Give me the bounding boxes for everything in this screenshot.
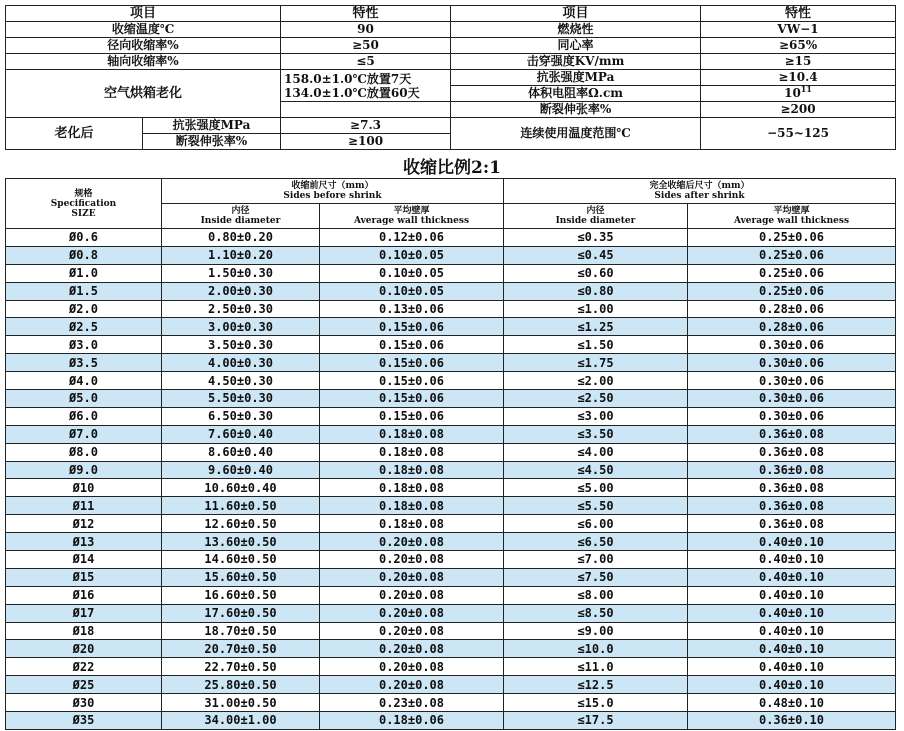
header-property-left: 特性 bbox=[281, 6, 451, 22]
after-id-cell: ≤6.50 bbox=[504, 533, 688, 551]
before-wall-cell: 0.20±0.08 bbox=[320, 551, 504, 569]
property-label: 断裂伸张率% bbox=[451, 102, 701, 118]
before-id-cell: 10.60±0.40 bbox=[162, 479, 320, 497]
header-item-left: 项目 bbox=[6, 6, 281, 22]
after-id-cell: ≤7.00 bbox=[504, 551, 688, 569]
before-wall-cell: 0.18±0.08 bbox=[320, 479, 504, 497]
id-en: Inside diameter bbox=[200, 216, 281, 226]
empty-cell bbox=[281, 102, 451, 118]
after-wall-cell: 0.40±0.10 bbox=[688, 622, 896, 640]
table-row bbox=[6, 443, 896, 461]
after-id-cell: ≤9.00 bbox=[504, 622, 688, 640]
after-wall-cell: 0.40±0.10 bbox=[688, 568, 896, 586]
before-id-cell: 5.50±0.30 bbox=[162, 390, 320, 408]
size-cell: Ø1.0 bbox=[6, 264, 162, 282]
table-row bbox=[6, 246, 896, 264]
before-wall-cell: 0.15±0.06 bbox=[320, 336, 504, 354]
before-id-cell: 7.60±0.40 bbox=[162, 425, 320, 443]
after-id-cell: ≤6.00 bbox=[504, 515, 688, 533]
property-value: −55~125 bbox=[701, 118, 896, 150]
table-row bbox=[6, 568, 896, 586]
before-id-cell: 16.60±0.50 bbox=[162, 586, 320, 604]
before-wall-cell: 0.15±0.06 bbox=[320, 318, 504, 336]
after-wall-cell: 0.36±0.08 bbox=[688, 461, 896, 479]
header-property-right: 特性 bbox=[701, 6, 896, 22]
size-cell: Ø11 bbox=[6, 497, 162, 515]
size-cell: Ø25 bbox=[6, 676, 162, 694]
after-wall-cell: 0.40±0.10 bbox=[688, 551, 896, 569]
size-cell: Ø22 bbox=[6, 658, 162, 676]
before-wall-cell: 0.18±0.08 bbox=[320, 515, 504, 533]
after-id-cell: ≤11.0 bbox=[504, 658, 688, 676]
properties-table bbox=[5, 5, 896, 150]
after-id-cell: ≤1.25 bbox=[504, 318, 688, 336]
property-value: ≤5 bbox=[281, 54, 451, 70]
oven-aging-conditions bbox=[281, 70, 451, 102]
before-id-cell: 2.50±0.30 bbox=[162, 300, 320, 318]
spec-header-row bbox=[6, 179, 896, 204]
before-wall-cell: 0.20±0.08 bbox=[320, 533, 504, 551]
size-cell: Ø1.5 bbox=[6, 282, 162, 300]
table-row bbox=[6, 300, 896, 318]
before-wall-cell: 0.20±0.08 bbox=[320, 622, 504, 640]
property-label: 径向收缩率% bbox=[6, 38, 281, 54]
size-cell: Ø14 bbox=[6, 551, 162, 569]
after-id-cell: ≤8.50 bbox=[504, 604, 688, 622]
properties-row bbox=[6, 118, 896, 134]
before-wall-header bbox=[320, 204, 504, 229]
properties-row bbox=[6, 38, 896, 54]
property-value: ≥65% bbox=[701, 38, 896, 54]
after-wall-cell: 0.36±0.08 bbox=[688, 443, 896, 461]
wall-cn: 平均壁厚 bbox=[393, 206, 430, 216]
after-wall-cell: 0.40±0.10 bbox=[688, 640, 896, 658]
before-wall-cell: 0.15±0.06 bbox=[320, 407, 504, 425]
before-wall-cell: 0.18±0.06 bbox=[320, 712, 504, 730]
before-wall-cell: 0.15±0.06 bbox=[320, 372, 504, 390]
resistivity-exponent: 11 bbox=[800, 85, 812, 94]
after-wall-cell: 0.28±0.06 bbox=[688, 318, 896, 336]
property-label: 连续使用温度范围℃ bbox=[451, 118, 701, 150]
size-cell: Ø8.0 bbox=[6, 443, 162, 461]
size-cell: Ø17 bbox=[6, 604, 162, 622]
before-id-cell: 34.00±1.00 bbox=[162, 712, 320, 730]
before-wall-cell: 0.15±0.06 bbox=[320, 354, 504, 372]
before-id-cell: 31.00±0.50 bbox=[162, 694, 320, 712]
after-wall-cell: 0.36±0.10 bbox=[688, 712, 896, 730]
before-id-cell: 1.10±0.20 bbox=[162, 246, 320, 264]
table-row bbox=[6, 264, 896, 282]
after-id-cell: ≤4.00 bbox=[504, 443, 688, 461]
after-wall-cell: 0.25±0.06 bbox=[688, 246, 896, 264]
size-cell: Ø10 bbox=[6, 479, 162, 497]
after-shrink-en: Sides after shrink bbox=[654, 191, 745, 201]
table-row bbox=[6, 586, 896, 604]
after-aging-label: 老化后 bbox=[6, 118, 143, 150]
after-id-cell: ≤0.45 bbox=[504, 246, 688, 264]
after-wall-cell: 0.30±0.06 bbox=[688, 336, 896, 354]
table-row bbox=[6, 515, 896, 533]
after-id-cell: ≤7.50 bbox=[504, 568, 688, 586]
table-row bbox=[6, 390, 896, 408]
after-id-cell: ≤10.0 bbox=[504, 640, 688, 658]
after-id-cell: ≤0.80 bbox=[504, 282, 688, 300]
size-cell: Ø16 bbox=[6, 586, 162, 604]
before-id-cell: 13.60±0.50 bbox=[162, 533, 320, 551]
property-value: ≥7.3 bbox=[281, 118, 451, 134]
property-label: 收缩温度℃ bbox=[6, 22, 281, 38]
before-id-cell: 9.60±0.40 bbox=[162, 461, 320, 479]
before-wall-cell: 0.13±0.06 bbox=[320, 300, 504, 318]
before-wall-cell: 0.18±0.08 bbox=[320, 461, 504, 479]
before-wall-cell: 0.23±0.08 bbox=[320, 694, 504, 712]
after-wall-cell: 0.25±0.06 bbox=[688, 282, 896, 300]
size-cell: Ø12 bbox=[6, 515, 162, 533]
before-wall-cell: 0.20±0.08 bbox=[320, 676, 504, 694]
size-cell: Ø4.0 bbox=[6, 372, 162, 390]
property-label: 击穿强度KV/mm bbox=[451, 54, 701, 70]
property-value-volume-resistivity bbox=[701, 86, 896, 102]
table-row bbox=[6, 676, 896, 694]
before-id-cell: 2.00±0.30 bbox=[162, 282, 320, 300]
before-id-cell: 18.70±0.50 bbox=[162, 622, 320, 640]
before-wall-cell: 0.15±0.06 bbox=[320, 390, 504, 408]
table-row bbox=[6, 551, 896, 569]
before-id-cell: 4.50±0.30 bbox=[162, 372, 320, 390]
spec-size-header bbox=[6, 179, 162, 229]
oven-aging-line2: 134.0±1.0℃放置60天 bbox=[284, 85, 420, 100]
header-item-right: 项目 bbox=[451, 6, 701, 22]
after-wall-cell: 0.36±0.08 bbox=[688, 497, 896, 515]
after-wall-cell: 0.30±0.06 bbox=[688, 390, 896, 408]
size-cell: Ø9.0 bbox=[6, 461, 162, 479]
wall-en: Average wall thickness bbox=[733, 216, 850, 226]
spec-size-cn: 规格 bbox=[74, 188, 93, 199]
property-value: ≥50 bbox=[281, 38, 451, 54]
property-label: 轴向收缩率% bbox=[6, 54, 281, 70]
oven-aging-line1: 158.0±1.0℃放置7天 bbox=[284, 71, 412, 86]
after-id-cell: ≤1.75 bbox=[504, 354, 688, 372]
before-id-cell: 22.70±0.50 bbox=[162, 658, 320, 676]
after-wall-cell: 0.25±0.06 bbox=[688, 229, 896, 247]
after-id-header bbox=[504, 204, 688, 229]
before-wall-cell: 0.20±0.08 bbox=[320, 658, 504, 676]
property-value: ≥15 bbox=[701, 54, 896, 70]
table-row bbox=[6, 604, 896, 622]
wall-cn: 平均壁厚 bbox=[773, 206, 810, 216]
after-id-cell: ≤1.50 bbox=[504, 336, 688, 354]
before-wall-cell: 0.12±0.06 bbox=[320, 229, 504, 247]
table-row bbox=[6, 640, 896, 658]
property-label: 断裂伸张率% bbox=[143, 134, 281, 150]
after-id-cell: ≤15.0 bbox=[504, 694, 688, 712]
size-cell: Ø3.5 bbox=[6, 354, 162, 372]
before-shrink-header bbox=[162, 179, 504, 204]
before-wall-cell: 0.20±0.08 bbox=[320, 604, 504, 622]
table-row bbox=[6, 229, 896, 247]
before-id-cell: 25.80±0.50 bbox=[162, 676, 320, 694]
before-id-cell: 4.00±0.30 bbox=[162, 354, 320, 372]
size-cell: Ø2.5 bbox=[6, 318, 162, 336]
property-label: 同心率 bbox=[451, 38, 701, 54]
wall-en: Average wall thickness bbox=[353, 216, 470, 226]
shrink-ratio-title: 收缩比例2:1 bbox=[403, 158, 501, 178]
table-row bbox=[6, 461, 896, 479]
before-id-cell: 20.70±0.50 bbox=[162, 640, 320, 658]
table-row bbox=[6, 497, 896, 515]
after-id-cell: ≤2.50 bbox=[504, 390, 688, 408]
property-value: VW−1 bbox=[701, 22, 896, 38]
before-id-cell: 0.80±0.20 bbox=[162, 229, 320, 247]
before-wall-cell: 0.20±0.08 bbox=[320, 568, 504, 586]
before-wall-cell: 0.18±0.08 bbox=[320, 425, 504, 443]
table-row bbox=[6, 407, 896, 425]
property-value: 90 bbox=[281, 22, 451, 38]
after-wall-cell: 0.36±0.08 bbox=[688, 479, 896, 497]
after-wall-cell: 0.25±0.06 bbox=[688, 264, 896, 282]
table-row bbox=[6, 658, 896, 676]
table-row bbox=[6, 694, 896, 712]
before-wall-cell: 0.20±0.08 bbox=[320, 586, 504, 604]
table-row bbox=[6, 282, 896, 300]
properties-row bbox=[6, 22, 896, 38]
size-cell: Ø30 bbox=[6, 694, 162, 712]
spec-size-en2: SIZE bbox=[71, 208, 96, 219]
after-id-cell: ≤8.00 bbox=[504, 586, 688, 604]
before-wall-cell: 0.10±0.05 bbox=[320, 282, 504, 300]
before-wall-cell: 0.20±0.08 bbox=[320, 640, 504, 658]
before-id-cell: 3.00±0.30 bbox=[162, 318, 320, 336]
size-cell: Ø13 bbox=[6, 533, 162, 551]
before-wall-cell: 0.18±0.08 bbox=[320, 443, 504, 461]
property-label: 抗张强度MPa bbox=[143, 118, 281, 134]
after-id-cell: ≤17.5 bbox=[504, 712, 688, 730]
property-label: 体积电阻率Ω.cm bbox=[451, 86, 701, 102]
resistivity-base: 10 bbox=[784, 86, 801, 100]
after-wall-cell: 0.28±0.06 bbox=[688, 300, 896, 318]
properties-row bbox=[6, 54, 896, 70]
before-wall-cell: 0.10±0.05 bbox=[320, 246, 504, 264]
after-wall-cell: 0.30±0.06 bbox=[688, 372, 896, 390]
after-wall-cell: 0.40±0.10 bbox=[688, 533, 896, 551]
after-id-cell: ≤2.00 bbox=[504, 372, 688, 390]
id-cn: 内径 bbox=[586, 206, 605, 216]
before-wall-cell: 0.18±0.08 bbox=[320, 497, 504, 515]
before-id-cell: 1.50±0.30 bbox=[162, 264, 320, 282]
before-shrink-cn: 收缩前尺寸（mm） bbox=[291, 181, 374, 191]
before-id-cell: 12.60±0.50 bbox=[162, 515, 320, 533]
table-row bbox=[6, 425, 896, 443]
size-cell: Ø2.0 bbox=[6, 300, 162, 318]
after-wall-cell: 0.40±0.10 bbox=[688, 586, 896, 604]
after-wall-cell: 0.36±0.08 bbox=[688, 425, 896, 443]
spec-size-en1: Specification bbox=[50, 198, 117, 209]
before-id-cell: 17.60±0.50 bbox=[162, 604, 320, 622]
after-wall-cell: 0.40±0.10 bbox=[688, 604, 896, 622]
after-id-cell: ≤12.5 bbox=[504, 676, 688, 694]
size-cell: Ø18 bbox=[6, 622, 162, 640]
before-wall-cell: 0.10±0.05 bbox=[320, 264, 504, 282]
size-cell: Ø7.0 bbox=[6, 425, 162, 443]
after-id-cell: ≤5.50 bbox=[504, 497, 688, 515]
id-en: Inside diameter bbox=[555, 216, 636, 226]
after-id-cell: ≤1.00 bbox=[504, 300, 688, 318]
property-label: 抗张强度MPa bbox=[451, 70, 701, 86]
after-id-cell: ≤5.00 bbox=[504, 479, 688, 497]
after-wall-cell: 0.36±0.08 bbox=[688, 515, 896, 533]
table-row bbox=[6, 533, 896, 551]
table-row bbox=[6, 712, 896, 730]
after-shrink-cn: 完全收缩后尺寸（mm） bbox=[649, 181, 750, 191]
after-wall-header bbox=[688, 204, 896, 229]
before-id-cell: 11.60±0.50 bbox=[162, 497, 320, 515]
after-id-cell: ≤3.00 bbox=[504, 407, 688, 425]
after-id-cell: ≤4.50 bbox=[504, 461, 688, 479]
after-wall-cell: 0.40±0.10 bbox=[688, 658, 896, 676]
size-cell: Ø0.6 bbox=[6, 229, 162, 247]
table-row bbox=[6, 372, 896, 390]
size-cell: Ø6.0 bbox=[6, 407, 162, 425]
properties-header-row bbox=[6, 6, 896, 22]
property-value: ≥10.4 bbox=[701, 70, 896, 86]
after-wall-cell: 0.30±0.06 bbox=[688, 407, 896, 425]
before-id-header bbox=[162, 204, 320, 229]
table-row bbox=[6, 479, 896, 497]
before-shrink-en: Sides before shrink bbox=[283, 191, 382, 201]
size-cell: Ø3.0 bbox=[6, 336, 162, 354]
after-id-cell: ≤0.35 bbox=[504, 229, 688, 247]
size-cell: Ø35 bbox=[6, 712, 162, 730]
property-value: ≥200 bbox=[701, 102, 896, 118]
size-cell: Ø20 bbox=[6, 640, 162, 658]
after-shrink-header bbox=[504, 179, 896, 204]
table-row bbox=[6, 622, 896, 640]
after-wall-cell: 0.40±0.10 bbox=[688, 676, 896, 694]
after-wall-cell: 0.30±0.06 bbox=[688, 354, 896, 372]
size-cell: Ø0.8 bbox=[6, 246, 162, 264]
property-value: ≥100 bbox=[281, 134, 451, 150]
before-id-cell: 6.50±0.30 bbox=[162, 407, 320, 425]
table-row bbox=[6, 318, 896, 336]
after-wall-cell: 0.48±0.10 bbox=[688, 694, 896, 712]
before-id-cell: 15.60±0.50 bbox=[162, 568, 320, 586]
after-id-cell: ≤3.50 bbox=[504, 425, 688, 443]
before-id-cell: 3.50±0.30 bbox=[162, 336, 320, 354]
size-cell: Ø15 bbox=[6, 568, 162, 586]
id-cn: 内径 bbox=[231, 206, 250, 216]
size-cell: Ø5.0 bbox=[6, 390, 162, 408]
spec-table-body bbox=[6, 229, 896, 730]
properties-row bbox=[6, 70, 896, 86]
table-row bbox=[6, 336, 896, 354]
spec-table bbox=[5, 178, 896, 730]
before-id-cell: 14.60±0.50 bbox=[162, 551, 320, 569]
oven-aging-label: 空气烘箱老化 bbox=[6, 70, 281, 118]
before-id-cell: 8.60±0.40 bbox=[162, 443, 320, 461]
property-label: 燃烧性 bbox=[451, 22, 701, 38]
after-id-cell: ≤0.60 bbox=[504, 264, 688, 282]
table-row bbox=[6, 354, 896, 372]
